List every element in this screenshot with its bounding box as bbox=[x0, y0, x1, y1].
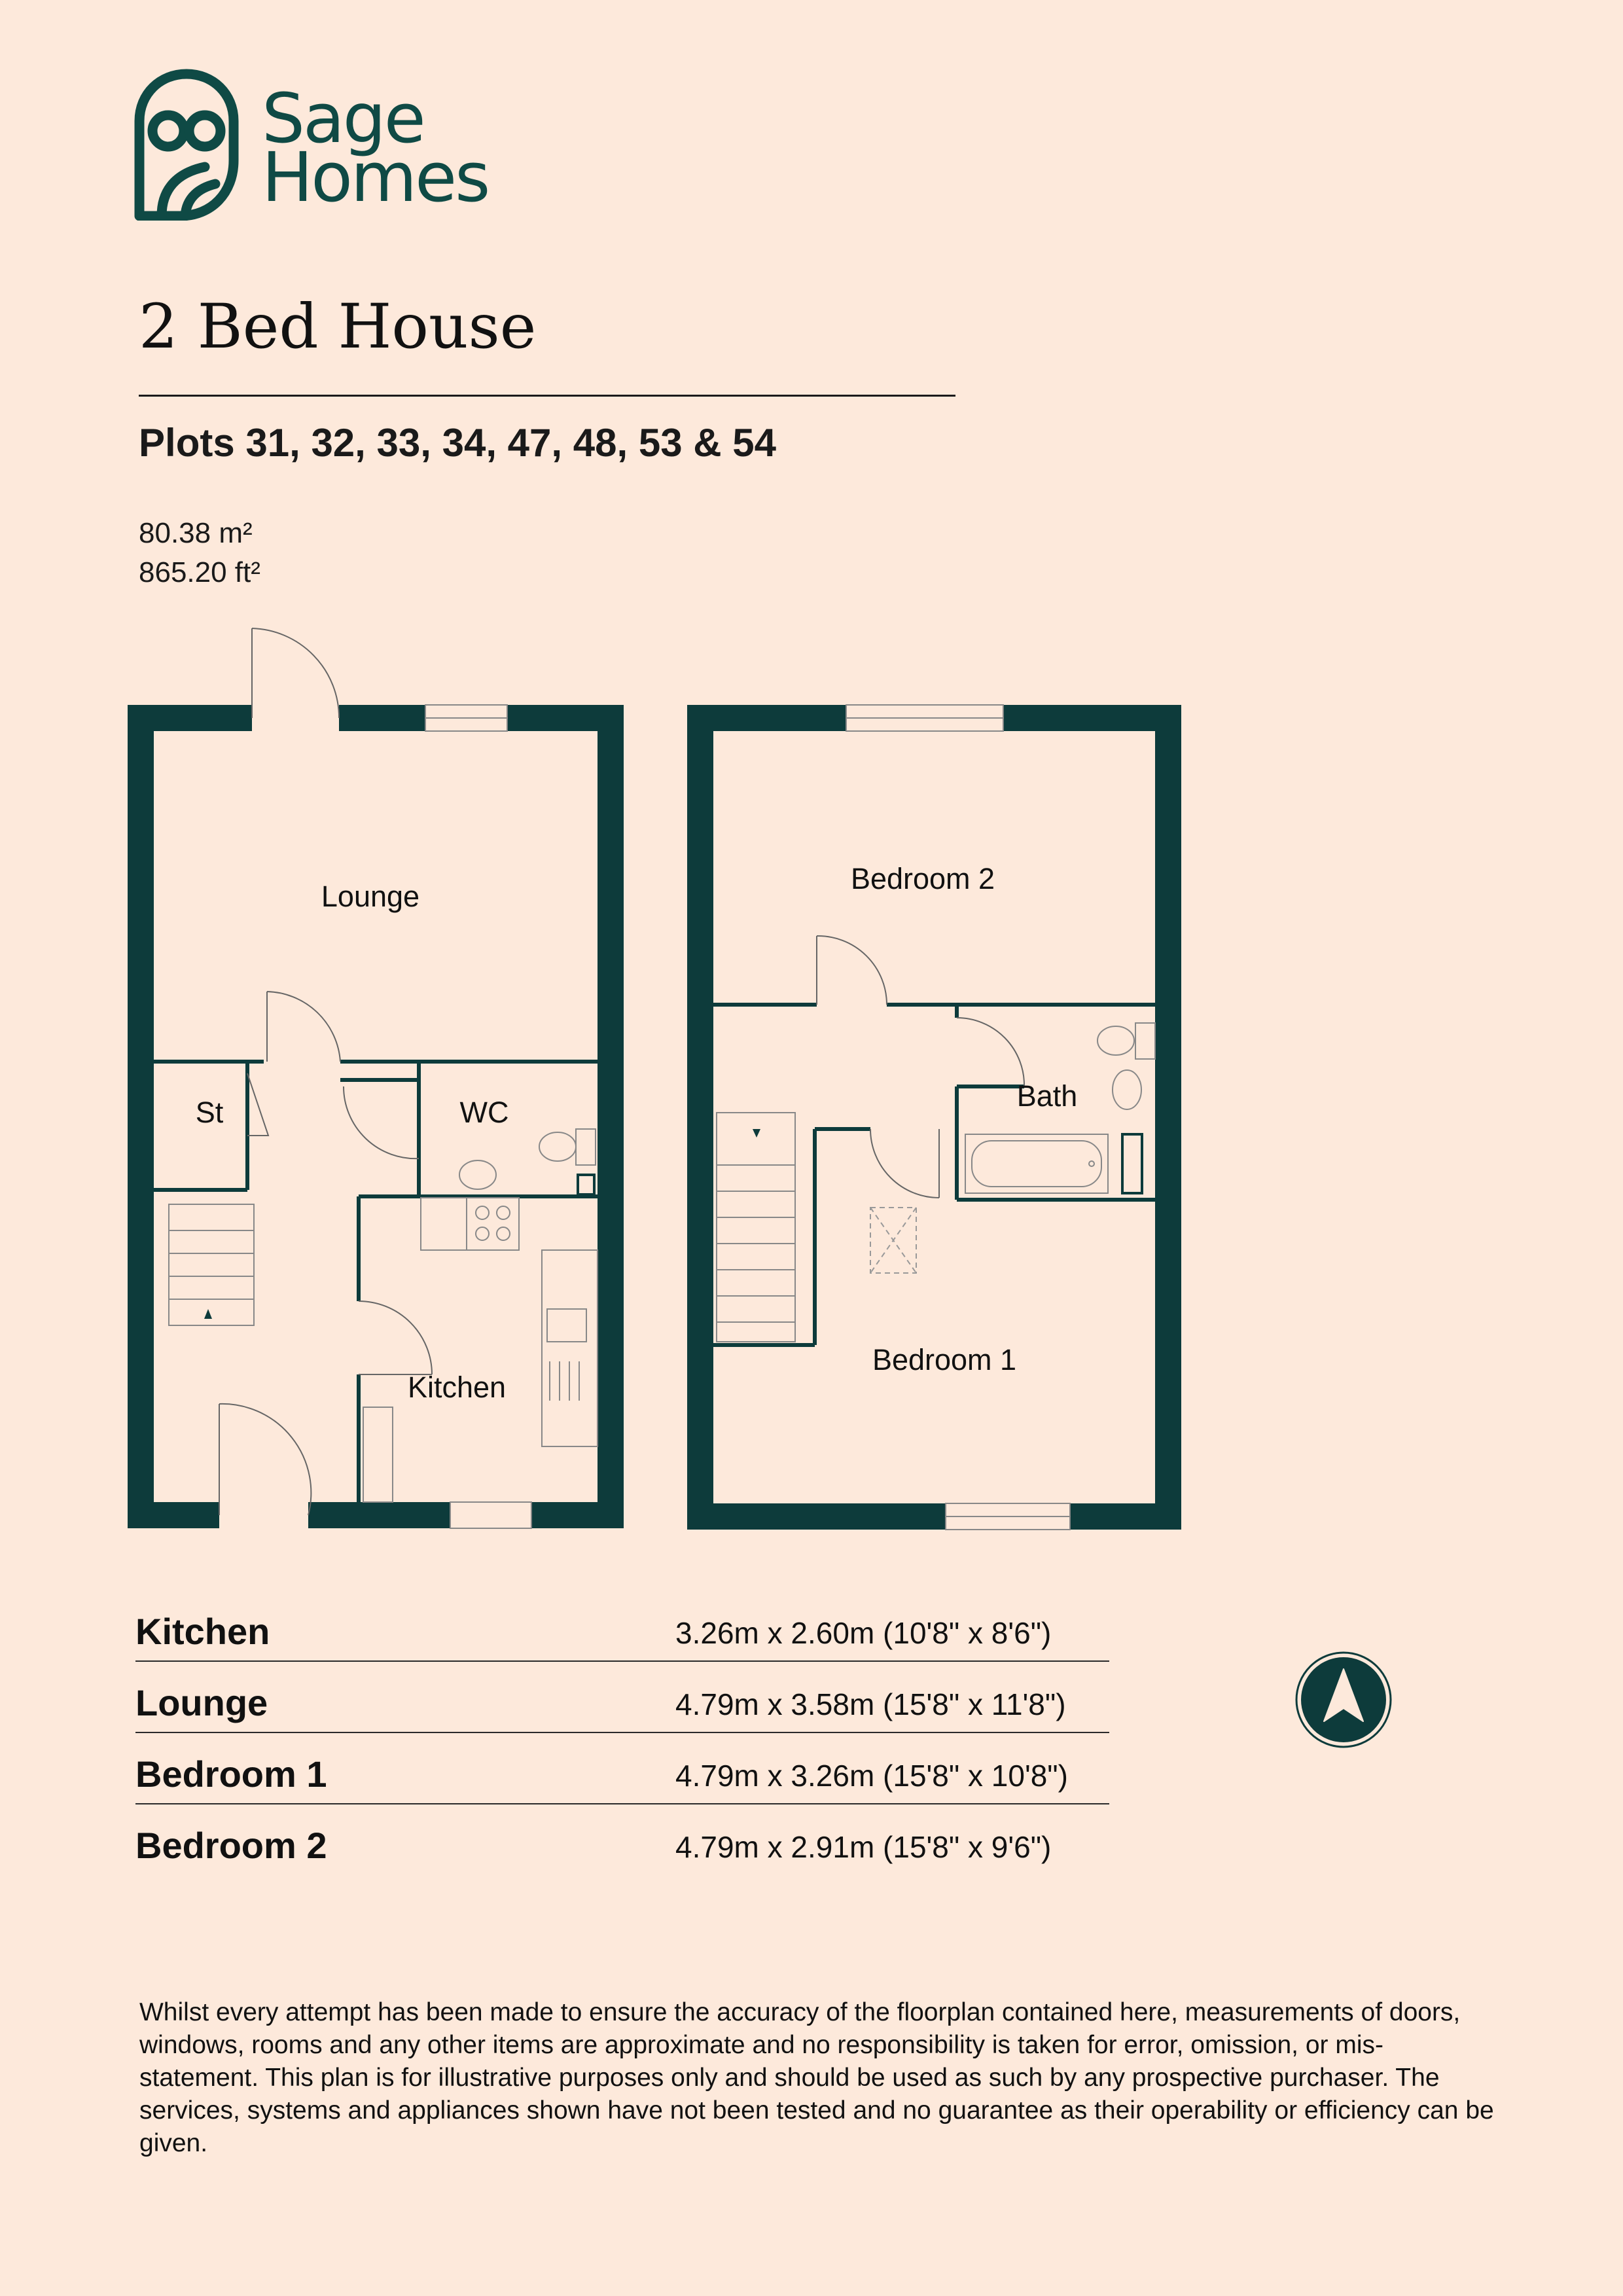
kitchen-fixtures bbox=[363, 1198, 597, 1502]
bathroom-fixtures bbox=[965, 1023, 1155, 1193]
owl-logo-icon bbox=[134, 69, 239, 221]
room-name: Kitchen bbox=[135, 1611, 270, 1652]
first-floor-stairs bbox=[717, 1113, 795, 1342]
first-floor-outer-wall bbox=[700, 718, 1168, 1516]
kitchen-window bbox=[450, 1502, 531, 1528]
brand-line-2: Homes bbox=[262, 137, 489, 217]
page-title: 2 Bed House bbox=[139, 291, 537, 363]
table-row bbox=[135, 1590, 1109, 1662]
ground-floor-plan bbox=[141, 628, 611, 1531]
room-label-bath: Bath bbox=[1016, 1079, 1078, 1113]
brand-name bbox=[262, 79, 489, 217]
room-label-store: St bbox=[195, 1096, 224, 1129]
room-label-wc: WC bbox=[459, 1096, 509, 1129]
first-floor-plan bbox=[700, 705, 1168, 1530]
rear-door-opening bbox=[219, 1502, 308, 1531]
ground-floor-outer-wall bbox=[141, 718, 611, 1515]
area-sqft: 865.20 ft² bbox=[139, 556, 260, 588]
plots-heading: Plots 31, 32, 33, 34, 47, 48, 53 & 54 bbox=[139, 421, 776, 465]
room-dimensions: 3.26m x 2.60m (10'8" x 8'6") bbox=[675, 1616, 1052, 1650]
room-label-kitchen: Kitchen bbox=[407, 1371, 507, 1404]
brand-line-1: Sage bbox=[262, 79, 424, 158]
entrance-door-opening bbox=[252, 704, 339, 732]
bedroom2-window bbox=[846, 705, 1003, 731]
loft-hatch bbox=[870, 1208, 916, 1273]
table-row bbox=[135, 1733, 1109, 1804]
room-dimensions: 4.79m x 2.91m (15'8" x 9'6") bbox=[675, 1830, 1052, 1864]
table-row bbox=[135, 1662, 1109, 1733]
room-dimensions: 4.79m x 3.26m (15'8" x 10'8") bbox=[675, 1759, 1068, 1793]
room-label-bedroom2: Bedroom 2 bbox=[850, 862, 995, 895]
area-sqm: 80.38 m² bbox=[139, 517, 253, 549]
ground-floor-stairs bbox=[169, 1204, 254, 1325]
room-dimensions-table bbox=[135, 1590, 1109, 1874]
door-swing bbox=[252, 628, 339, 718]
room-dimensions: 4.79m x 3.58m (15'8" x 11'8") bbox=[675, 1687, 1066, 1721]
room-label-bedroom1: Bedroom 1 bbox=[872, 1343, 1017, 1376]
lounge-window bbox=[425, 705, 507, 731]
table-row bbox=[135, 1804, 1109, 1874]
bedroom1-window bbox=[946, 1503, 1070, 1530]
room-name: Bedroom 2 bbox=[135, 1825, 327, 1866]
floor-area bbox=[139, 514, 260, 592]
title-divider bbox=[139, 395, 955, 397]
stairs-down-arrow-icon bbox=[753, 1129, 760, 1138]
wc-fixtures bbox=[459, 1129, 596, 1194]
room-name: Bedroom 1 bbox=[135, 1753, 327, 1795]
room-label-lounge: Lounge bbox=[321, 880, 420, 913]
stairs-up-arrow-icon bbox=[204, 1309, 212, 1319]
disclaimer-text: Whilst every attempt has been made to ensure the accuracy of the floorplan contained here, measurements of doors, windows, rooms and any other items are approximate and no responsibility is taken for error, omission, or mis-statement. This plan is for illustrative purposes only and should be used as such by any prospective purchaser. The services, systems and appliances shown have not been tested and no guarantee as their operability or efficiency can be given. bbox=[139, 1998, 1494, 2157]
north-arrow-icon bbox=[1294, 1651, 1393, 1749]
room-name: Lounge bbox=[135, 1682, 268, 1723]
